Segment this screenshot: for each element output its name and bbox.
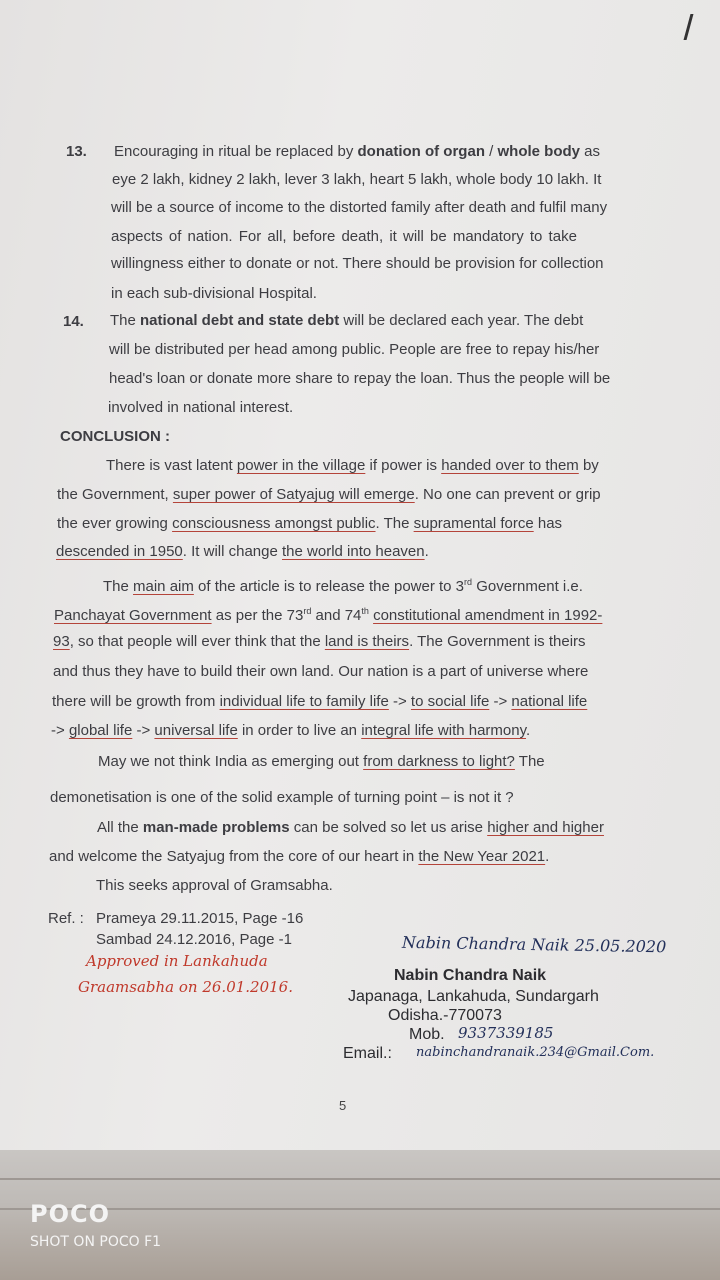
item-14-line-3: head's loan or donate more share to repay the loan. Thus the people will be bbox=[109, 370, 611, 387]
item-13-line-3: will be a source of income to the distorted family after death and fulfil many bbox=[111, 199, 608, 216]
references-label: Ref. : bbox=[48, 910, 84, 927]
conclusion-line: May we not think India as emerging out from darkness to light? The bbox=[98, 753, 545, 770]
handwritten-approval-line-2: Graamsabha on 26.01.2016. bbox=[78, 978, 293, 996]
item-13-line-4: aspects of nation. For all, before death, it will be mandatory to take bbox=[111, 228, 577, 245]
author-name: Nabin Chandra Naik bbox=[394, 967, 547, 984]
conclusion-line: and welcome the Satyajug from the core of our heart in the New Year 2021. bbox=[49, 848, 550, 865]
author-address-line-1: Japanaga, Lankahuda, Sundargarh bbox=[348, 988, 599, 1005]
author-address-line-2: Odisha.-770073 bbox=[388, 1007, 502, 1024]
conclusion-line: This seeks approval of Gramsabha. bbox=[96, 877, 333, 894]
conclusion-line: the Government, super power of Satyajug will emerge. No one can prevent or grip bbox=[57, 486, 601, 503]
conclusion-heading: CONCLUSION : bbox=[60, 428, 170, 445]
conclusion-line: 93, so that people will ever think that the land is theirs. The Government is theirs bbox=[53, 633, 586, 650]
handwritten-email: nabinchandranaik.234@Gmail.Com. bbox=[416, 1045, 655, 1060]
conclusion-line: demonetisation is one of the solid example of turning point – is not it ? bbox=[50, 789, 514, 806]
item-14-line-2: will be distributed per head among public. People are free to repay his/her bbox=[109, 341, 600, 358]
item-13-line-6: in each sub-divisional Hospital. bbox=[111, 285, 317, 302]
item-14-line-1: The national debt and state debt will be declared each year. The debt bbox=[110, 312, 584, 329]
item-13-line-1: Encouraging in ritual be replaced by donation of organ / whole body as bbox=[114, 143, 601, 160]
conclusion-line: The main aim of the article is to release the power to 3rd Government i.e. bbox=[103, 577, 583, 595]
page-number: 5 bbox=[339, 1098, 347, 1113]
reference-sambad: Sambad 24.12.2016, Page -1 bbox=[96, 931, 292, 948]
conclusion-line: Panchayat Government as per the 73rd and 74th constitutional amendment in 1992- bbox=[54, 606, 603, 624]
conclusion-line: descended in 1950. It will change the world into heaven. bbox=[56, 543, 429, 560]
camera-watermark-caption: SHOT ON POCO F1 bbox=[30, 1234, 162, 1250]
conclusion-line: the ever growing consciousness amongst public. The supramental force has bbox=[57, 515, 563, 532]
conclusion-line: -> global life -> universal life in order to live an integral life with harmony. bbox=[51, 722, 531, 739]
item-13-line-2: eye 2 lakh, kidney 2 lakh, lever 3 lakh, heart 5 lakh, whole body 10 lakh. It bbox=[112, 171, 602, 188]
conclusion-line: There is vast latent power in the village if power is handed over to them by bbox=[106, 457, 599, 474]
reference-prameya: Prameya 29.11.2015, Page -16 bbox=[96, 910, 304, 927]
item-14-line-4: involved in national interest. bbox=[108, 399, 294, 416]
camera-watermark-brand: POCO bbox=[30, 1200, 111, 1228]
corner-ink-mark bbox=[684, 14, 708, 40]
email-label: Email.: bbox=[343, 1045, 392, 1062]
handwritten-mobile-number: 9337339185 bbox=[458, 1024, 554, 1042]
item-13-number: 13. bbox=[66, 143, 87, 160]
handwritten-approval-line-1: Approved in Lankahuda bbox=[86, 952, 268, 970]
paper-edge bbox=[0, 1178, 720, 1180]
item-13-line-5: willingness either to donate or not. There should be provision for collection bbox=[111, 255, 604, 272]
conclusion-line: All the man-made problems can be solved so let us arise higher and higher bbox=[97, 819, 604, 836]
item-14-number: 14. bbox=[63, 313, 84, 330]
conclusion-line: and thus they have to build their own land. Our nation is a part of universe where bbox=[53, 663, 589, 680]
mobile-label: Mob. bbox=[409, 1026, 445, 1043]
handwritten-signature: Nabin Chandra Naik 25.05.2020 bbox=[401, 932, 667, 957]
conclusion-line: there will be growth from individual life to family life -> to social life -> national life bbox=[52, 693, 588, 710]
